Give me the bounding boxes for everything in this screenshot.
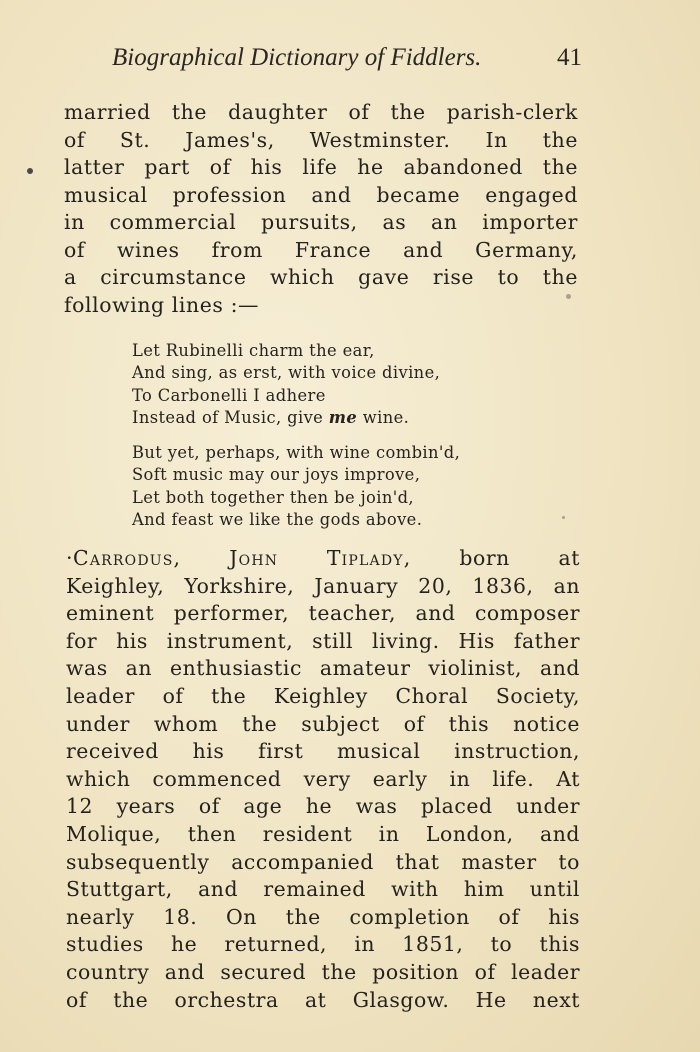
entry-surname: Carrodus bbox=[73, 546, 174, 570]
text-line: Stuttgart, and remained with him until bbox=[66, 877, 580, 902]
text-line: latter part of his life he abandoned the bbox=[64, 155, 578, 179]
paper-speck bbox=[566, 294, 571, 299]
verse-text: Instead of Music, give bbox=[132, 408, 329, 428]
text-line: nearly 18. On the completion of his bbox=[66, 904, 580, 929]
entry-mark: · bbox=[66, 546, 74, 570]
text-line: subsequently accompanied that master to bbox=[66, 849, 580, 874]
paragraph-continued bbox=[64, 99, 578, 319]
verse-line: To Carbonelli I adhere bbox=[132, 385, 326, 405]
verse-stanza-2 bbox=[132, 442, 542, 532]
text-line: Molique, then resident in London, and bbox=[66, 821, 580, 846]
text-line: for his instrument, still living. His father bbox=[66, 628, 580, 653]
text-fragment bbox=[278, 546, 327, 570]
entry-given-name: Tiplady bbox=[326, 546, 404, 570]
text-line: 12 years of age he was placed under bbox=[66, 794, 580, 819]
emphasis: me bbox=[328, 408, 358, 428]
verse-stanza-1 bbox=[132, 340, 542, 430]
verse-line: Let both together then be join'd, bbox=[132, 487, 414, 507]
text-line: leader of the Keighley Choral Society, bbox=[66, 683, 580, 708]
text-line: received his first musical instruction, bbox=[66, 739, 580, 764]
verse-line: Let Rubinelli charm the ear, bbox=[132, 341, 375, 360]
verse-line bbox=[132, 407, 542, 429]
running-head bbox=[112, 44, 582, 72]
text-line: eminent performer, teacher, and composer bbox=[66, 601, 580, 626]
text-line: which commenced very early in life. At bbox=[66, 766, 580, 791]
paper-speck bbox=[562, 516, 565, 519]
text-line: under whom the subject of this notice bbox=[66, 711, 580, 736]
verse-line: But yet, perhaps, with wine combin'd, bbox=[132, 443, 461, 462]
text-line: of wines from France and Germany, bbox=[64, 237, 578, 262]
text-line: of St. James's, Westminster. In the bbox=[64, 127, 578, 152]
text-line: of the orchestra at Glasgow. He next bbox=[66, 987, 580, 1012]
entry-given-name: John bbox=[229, 546, 279, 570]
verse-line: And feast we like the gods above. bbox=[132, 510, 423, 530]
text-line: married the daughter of the parish-clerk bbox=[64, 100, 578, 124]
text-line: Keighley, Yorkshire, January 20, 1836, an bbox=[66, 573, 580, 598]
verse-text: wine. bbox=[357, 408, 410, 428]
text-line: in commercial pursuits, as an importer bbox=[64, 210, 578, 234]
text-line: was an enthusiastic amateur violinist, and bbox=[66, 656, 580, 681]
text-line: musical profession and became engaged bbox=[64, 182, 578, 207]
page-number: 41 bbox=[557, 44, 582, 71]
entry-heading-line bbox=[66, 545, 580, 573]
running-head-title: Biographical Dictionary of Fiddlers. bbox=[112, 44, 482, 71]
margin-mark bbox=[27, 168, 33, 174]
text-fragment: , born at bbox=[403, 546, 580, 570]
verse-line: And sing, as erst, with voice divine, bbox=[132, 363, 441, 383]
text-line: a circumstance which gave rise to the bbox=[64, 265, 578, 289]
text-fragment: , bbox=[173, 546, 230, 570]
entry-carrodus bbox=[66, 545, 580, 1014]
text-line: studies he returned, in 1851, to this bbox=[66, 932, 580, 957]
text-line: country and secured the position of leader bbox=[66, 959, 580, 984]
text-line: following lines :— bbox=[64, 292, 260, 317]
verse-line: Soft music may our joys improve, bbox=[132, 465, 421, 485]
